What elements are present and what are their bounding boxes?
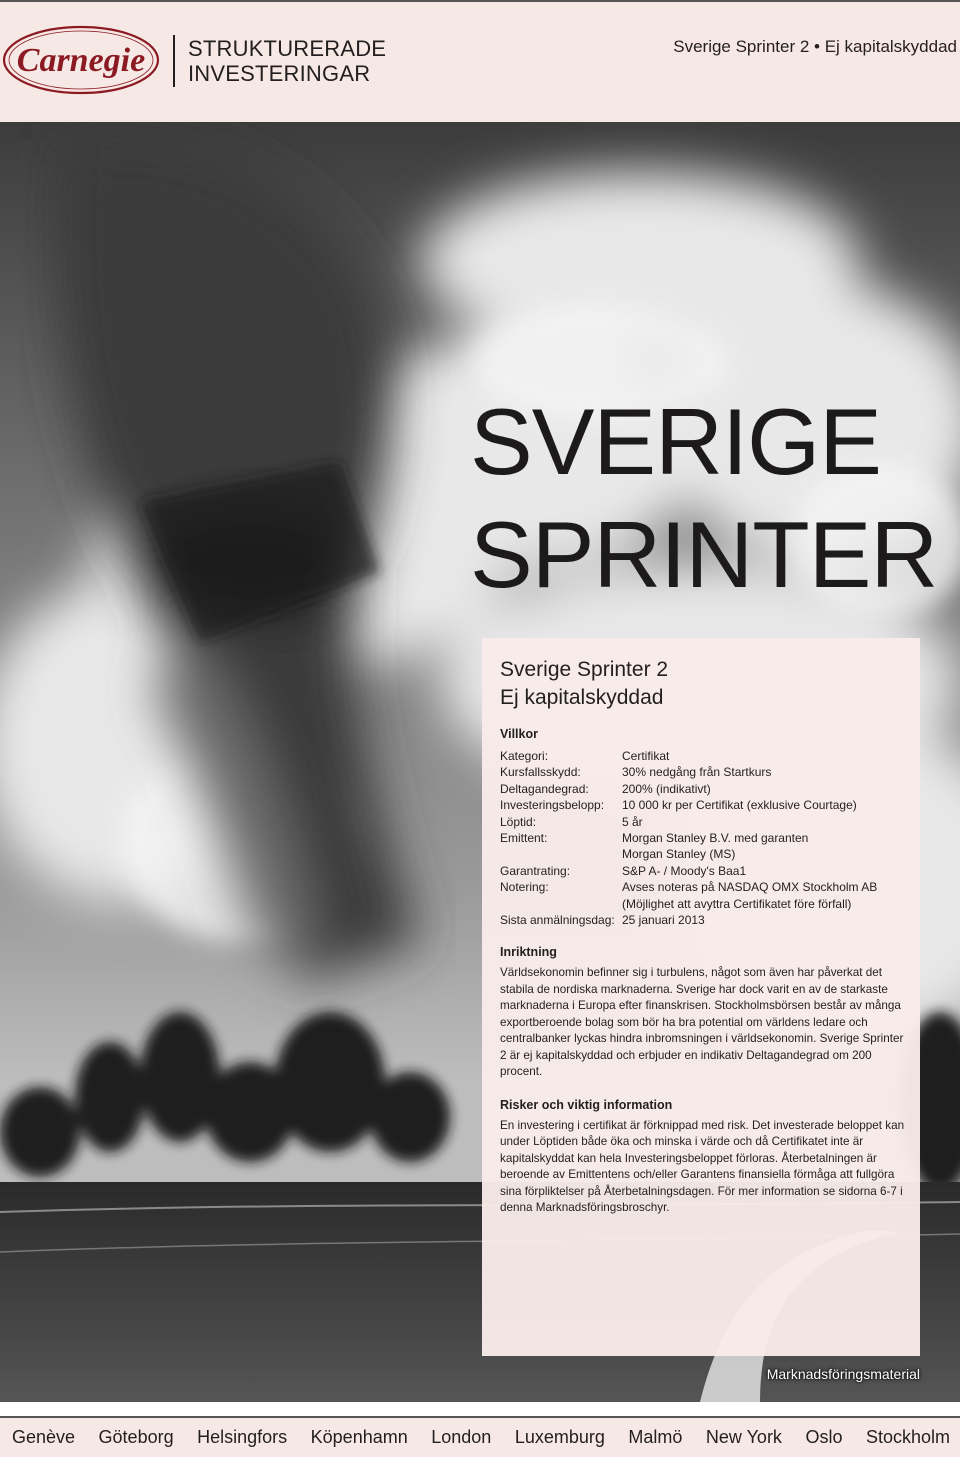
cities-footer [0, 1416, 960, 1457]
term-row [500, 863, 910, 879]
city-name: Stockholm [865, 1427, 950, 1447]
term-row [500, 879, 910, 895]
city-name: London [431, 1427, 492, 1447]
term-row [500, 896, 910, 912]
term-value: 10 000 kr per Certifikat (exklusive Courtage) [622, 798, 857, 813]
term-value: 200% (indikativt) [622, 781, 711, 796]
term-row [500, 912, 910, 928]
svg-text:Carnegie: Carnegie [16, 42, 146, 79]
term-key [500, 846, 622, 862]
term-row [500, 830, 910, 846]
term-row [500, 797, 910, 813]
term-value: (Möjlighet att avyttra Certifikatet före förfall) [622, 896, 852, 911]
inriktning-text: Världsekonomin befinner sig i turbulens, något som även har påverkat det stabila de nordiska marknaderna. Sverige har dock varit en av de starkaste marknaderna i Europa efter finanskrisen. Stockholmsbörsen består av många exportberoende bolag som bör ha bra potential om världens ledare och centralbanker lyckas hindra inbromsningen i världsekonomin. Sverige Sprinter 2 är ej kapitalskyddad och erbjuder en indikativ Deltagandegrad om 200 procent. [500, 966, 904, 1079]
terms-list [500, 748, 910, 928]
city-name: Luxemburg [514, 1427, 605, 1447]
term-value: Certifikat [622, 749, 670, 763]
main-title-line-1: SVERIGE [470, 389, 881, 494]
term-row [500, 781, 910, 797]
carnegie-logo [2, 24, 160, 96]
city-name: New York [705, 1427, 782, 1447]
term-value: Avses noteras på NASDAQ OMX Stockholm AB [622, 880, 878, 895]
term-row [500, 814, 910, 830]
header-product-label: Sverige Sprinter 2 • Ej kapitalskyddad [673, 37, 957, 56]
villkor-heading: Villkor [500, 727, 538, 741]
inriktning-heading: Inriktning [500, 945, 557, 960]
term-key: Deltagandegrad: [500, 781, 589, 796]
term-key: Kategori: [500, 749, 549, 763]
term-key: Emittent: [500, 831, 548, 846]
brand-line-1: STRUKTURERADE [188, 36, 387, 61]
marketing-label: Marknadsföringsmaterial [766, 1366, 920, 1382]
term-key: Garantrating: [500, 863, 571, 878]
product-name: Sverige Sprinter 2 [500, 658, 669, 681]
city-name: Köpenhamn [310, 1427, 408, 1447]
brand-line-2: INVESTERINGAR [188, 61, 371, 86]
logo-divider [173, 35, 175, 87]
city-name: Helsingfors [197, 1427, 288, 1447]
term-key: Sista anmälningsdag: [500, 913, 615, 928]
term-value: Morgan Stanley B.V. med garanten [622, 831, 809, 846]
city-name: Göteborg [98, 1427, 174, 1447]
term-value: 25 januari 2013 [622, 913, 705, 928]
risker-text: En investering i certifikat är förknippad med risk. Det investerade beloppet kan under Löptiden både öka och minska i värde och då Certifikatet inte är kapitalskyddat kan hela Investeringsbeloppet förloras. Återbetalningen är beroende av Emittentens och/eller Garantens finansiella förmåga att fullgöra sina förpliktelser på Återbetalningsdagen. För mer information se sidorna 6-7 i denna Marknadsföringsbroschyr. [500, 1118, 905, 1215]
term-row [500, 846, 910, 862]
term-key [500, 896, 622, 912]
term-key: Kursfallsskydd: [500, 765, 581, 780]
city-name: Oslo [805, 1427, 843, 1447]
term-row [500, 764, 910, 780]
term-value: Morgan Stanley (MS) [622, 847, 736, 862]
term-value: 30% nedgång från Startkurs [622, 765, 772, 780]
city-name: Genève [12, 1427, 76, 1447]
term-key: Investeringsbelopp: [500, 798, 605, 813]
term-value: S&P A- / Moody's Baa1 [622, 863, 747, 878]
term-key: Notering: [500, 880, 549, 895]
term-row [500, 748, 910, 764]
risker-heading: Risker och viktig information [500, 1097, 673, 1112]
term-key: Löptid: [500, 814, 537, 829]
main-title-line-2: SPRINTER [470, 502, 938, 607]
term-value: 5 år [622, 814, 643, 829]
city-name: Malmö [628, 1427, 683, 1447]
header-band [0, 0, 960, 124]
info-panel [482, 638, 920, 1356]
product-type: Ej kapitalskyddad [500, 686, 664, 709]
